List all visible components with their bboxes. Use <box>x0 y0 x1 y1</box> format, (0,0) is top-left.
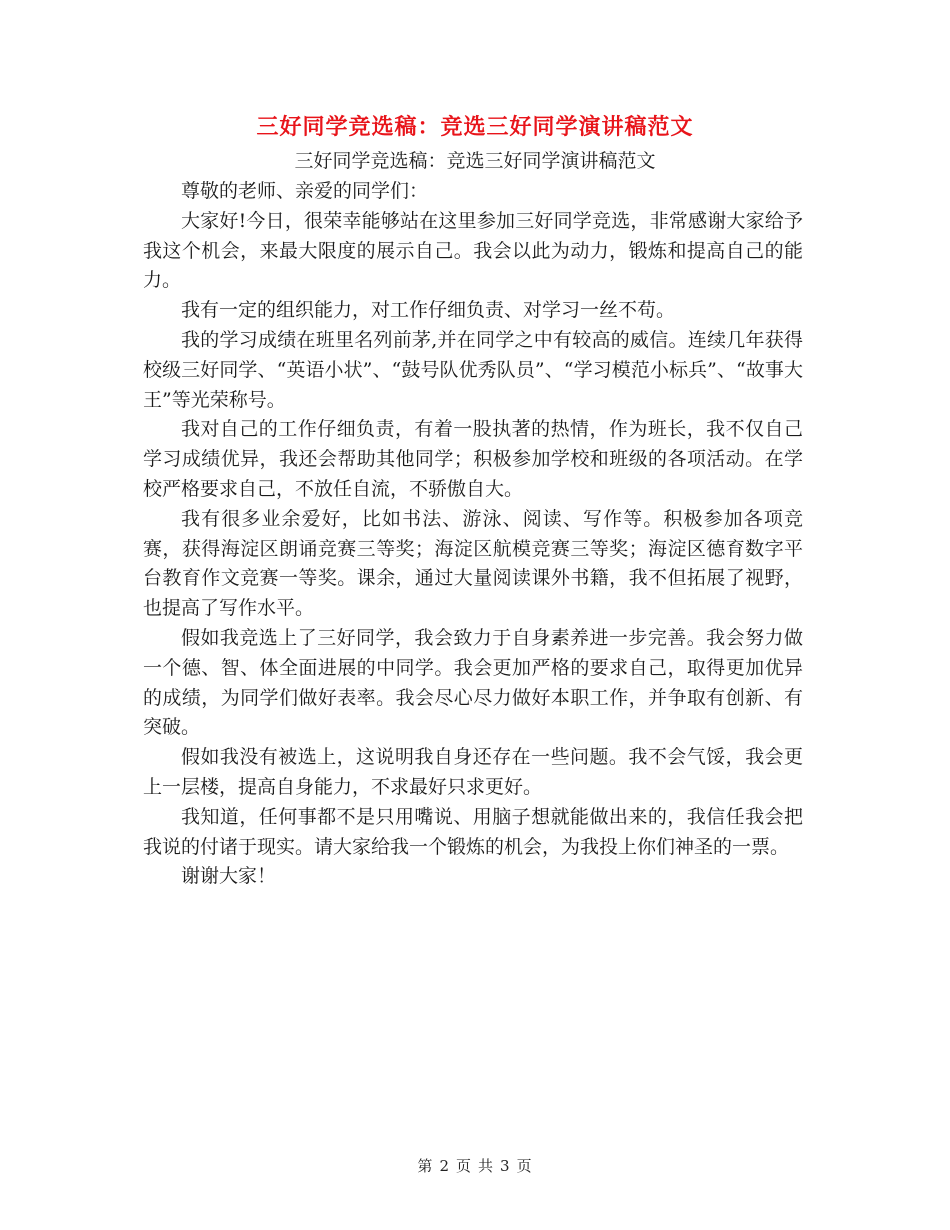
paragraph: 我的学习成绩在班里名列前茅,并在同学之中有较高的威信。连续几年获得校级三好同学、“英语小状”、“鼓号队优秀队员”、“学习模范小标兵”、“故事大王”等光荣称号。 <box>143 328 803 411</box>
total-pages-number: 3 <box>500 1157 511 1175</box>
paragraph: 我有一定的组织能力，对工作仔细负责、对学习一丝不苟。 <box>181 299 676 322</box>
footer-prefix: 第 <box>417 1157 434 1175</box>
paragraph: 假如我没有被选上，这说明我自身还存在一些问题。我不会气馁，我会更上一层楼，提高自身能力，不求最好只求更好。 <box>143 746 803 798</box>
paragraph: 我有很多业余爱好，比如书法、游泳、阅读、写作等。积极参加各项竞赛，获得海淀区朗诵竞赛三等奖；海淀区航模竞赛三等奖；海淀区德育数字平台教育作文竞赛一等奖。课余，通过大量阅读课外书籍，我不但拓展了视野，也提高了写作水平。 <box>143 507 803 620</box>
paragraph: 我对自己的工作仔细负责，有着一股执著的热情，作为班长，我不仅自己学习成绩优异，我还会帮助其他同学；积极参加学校和班级的各项活动。在学校严格要求自己，不放任自流，不骄傲自大。 <box>143 418 803 500</box>
footer-page-word: 页 <box>455 1157 472 1175</box>
salutation: 尊敬的老师、亲爱的同学们： <box>181 180 429 202</box>
page-footer <box>0 1156 950 1176</box>
paragraph: 我知道，任何事都不是只用嘴说、用脑子想就能做出来的，我信任我会把我说的付诸于现实。请大家给我一个锻炼的机会，为我投上你们神圣的一票。 <box>143 805 803 858</box>
document-subtitle: 三好同学竞选稿：竞选三好同学演讲稿范文 <box>294 150 656 172</box>
paragraph: 假如我竞选上了三好同学，我会致力于自身素养进一步完善。我会努力做一个德、智、体全面进展的中同学。我会更加严格的要求自己，取得更加优异的成绩，为同学们做好表率。我会尽心尽力做好本职工作，并争取有创新、有突破。 <box>143 626 803 739</box>
document-title: 三好同学竞选稿：竞选三好同学演讲稿范文 <box>256 114 694 140</box>
paragraph: 大家好!今日，很荣幸能够站在这里参加三好同学竞选，非常感谢大家给予我这个机会，来最大限度的展示自己。我会以此为动力，锻炼和提高自己的能力。 <box>143 209 803 292</box>
current-page-number: 2 <box>439 1157 450 1175</box>
footer-total-word: 共 <box>478 1157 495 1175</box>
closing-line: 谢谢大家！ <box>181 865 277 888</box>
footer-suffix: 页 <box>516 1157 533 1175</box>
document-body <box>143 177 803 892</box>
